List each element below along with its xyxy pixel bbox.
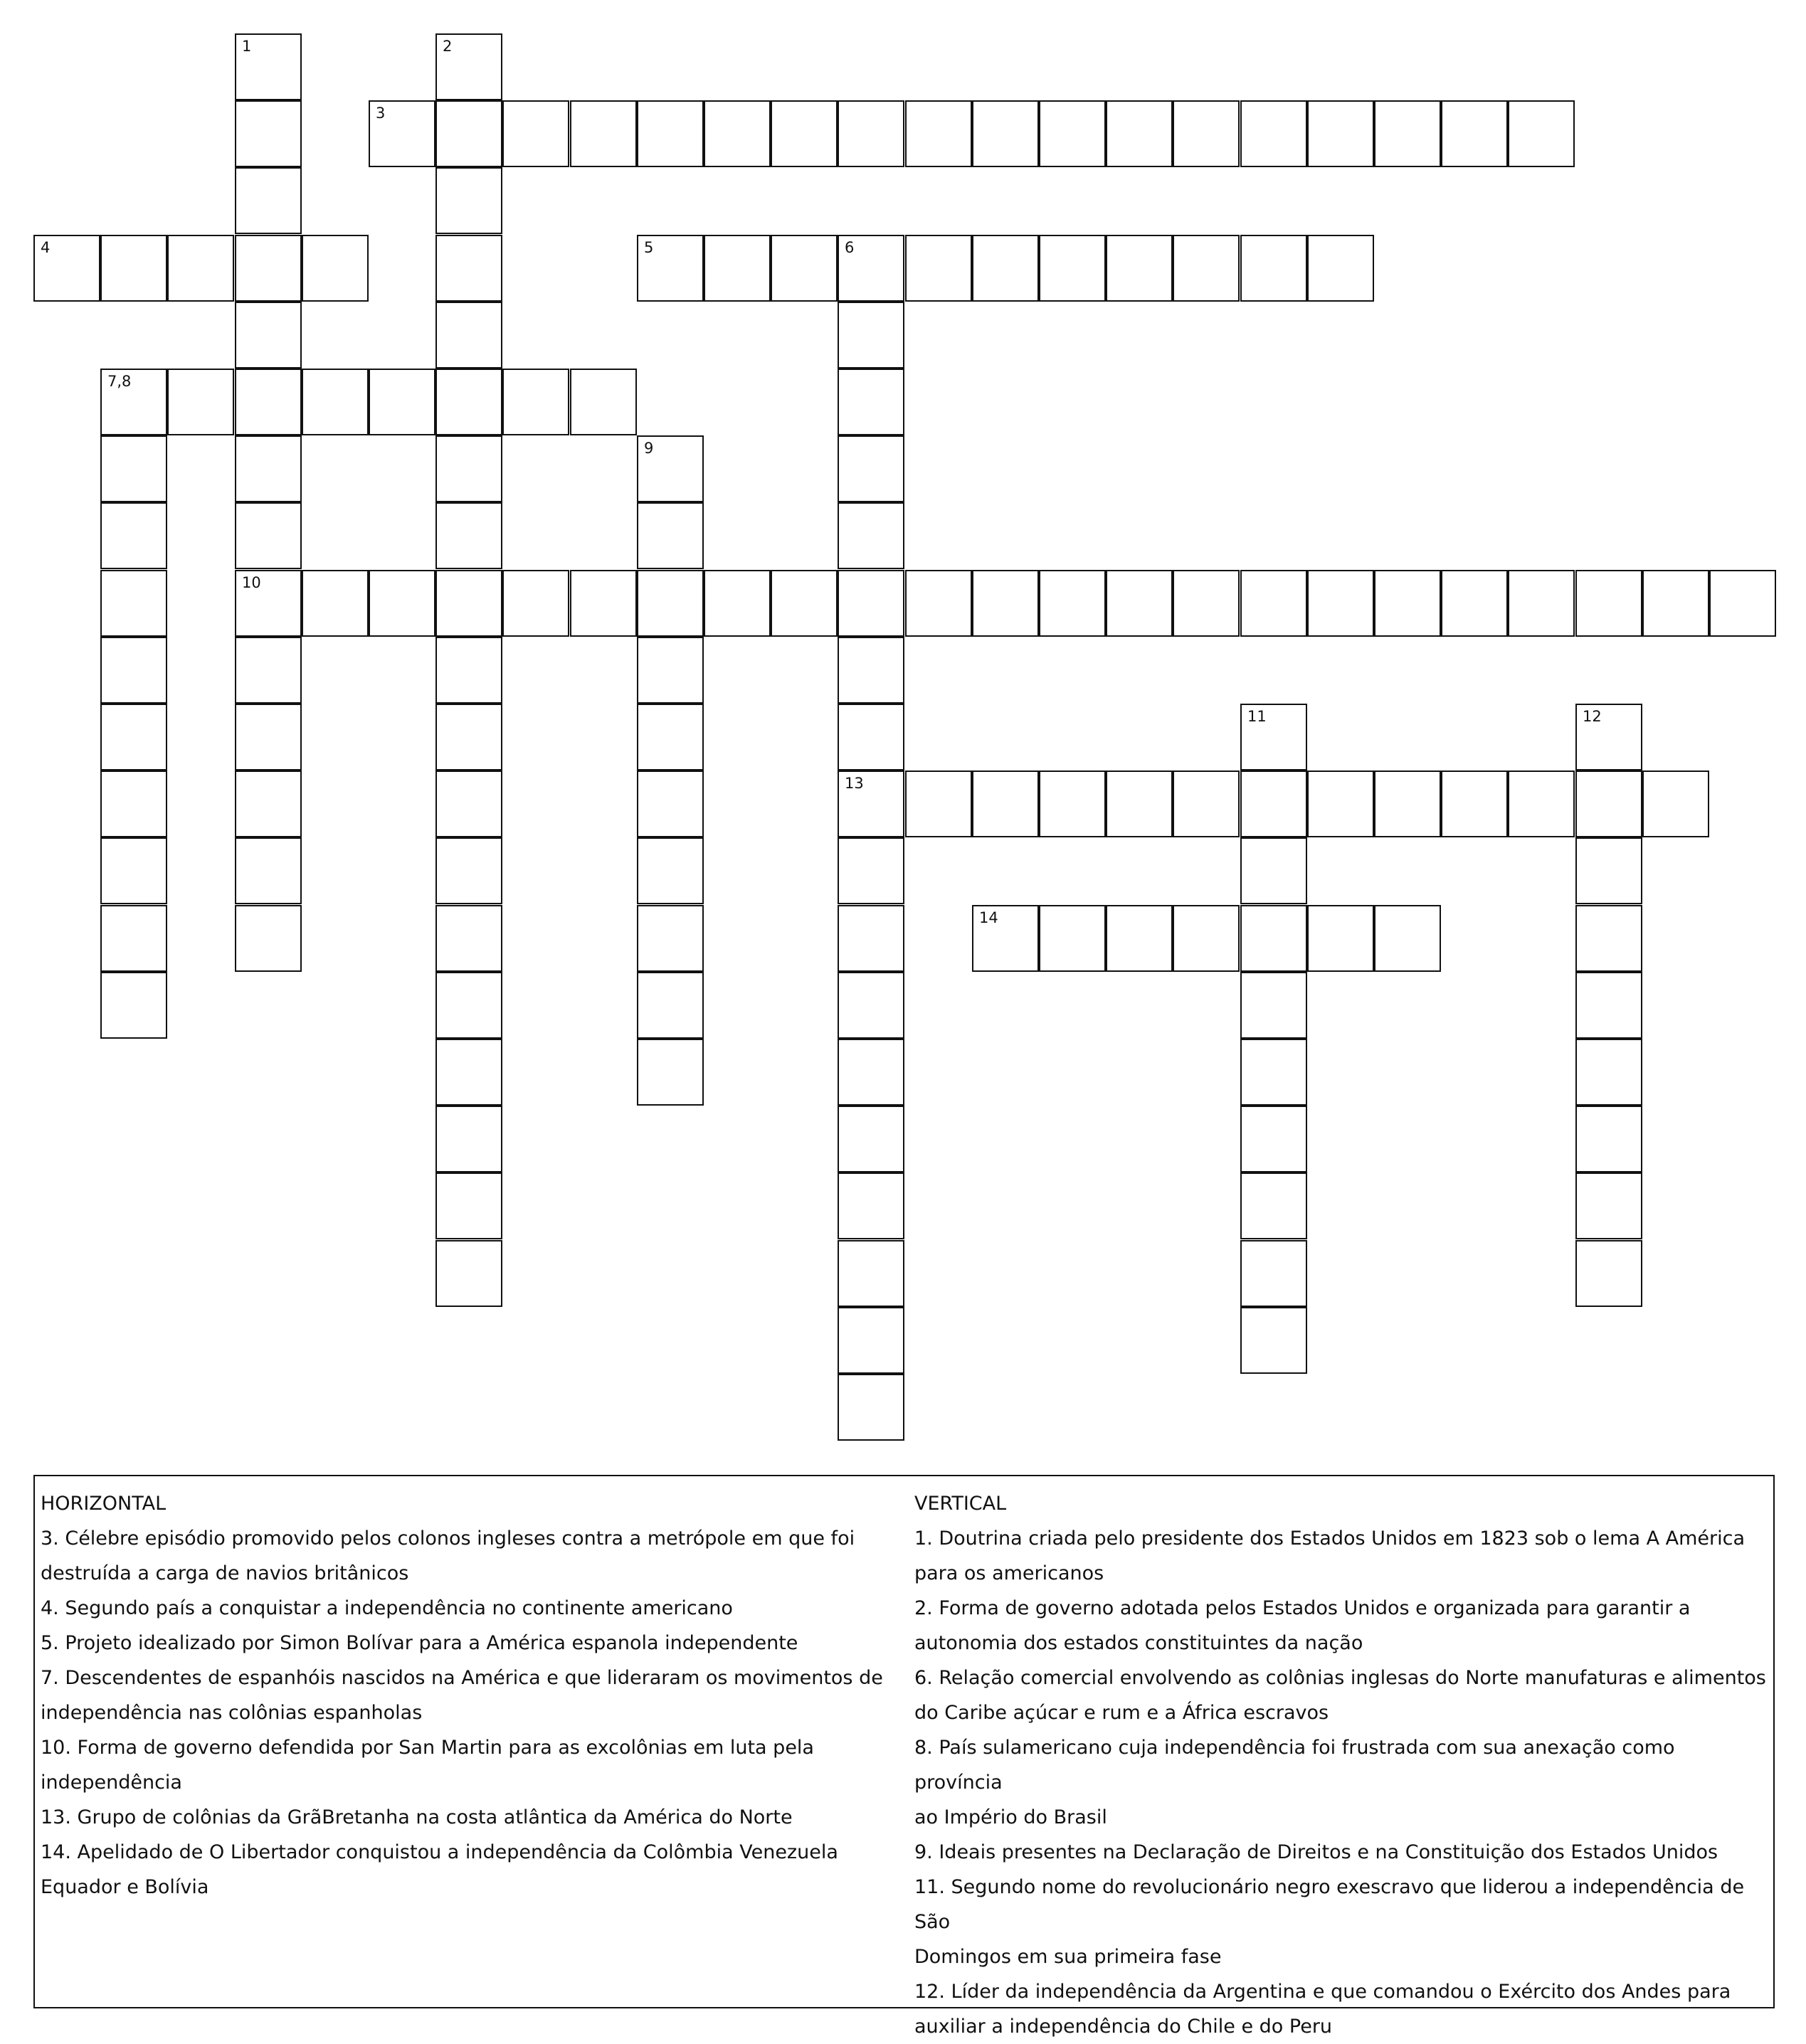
grid-cell[interactable] bbox=[771, 100, 838, 167]
grid-cell[interactable] bbox=[1173, 235, 1240, 302]
grid-cell[interactable] bbox=[637, 1039, 704, 1106]
clue-number: 5 bbox=[644, 239, 654, 256]
grid-cell[interactable] bbox=[100, 570, 167, 637]
grid-cell[interactable] bbox=[1575, 704, 1642, 771]
grid-cell[interactable] bbox=[905, 235, 972, 302]
clue-number: 1 bbox=[242, 38, 252, 55]
grid-cell[interactable] bbox=[972, 100, 1039, 167]
grid-cell[interactable] bbox=[838, 570, 904, 637]
grid-cell[interactable] bbox=[1240, 905, 1307, 972]
clue-number: 3 bbox=[376, 105, 386, 122]
clue-line: 14. Apelidado de O Libertador conquistou a independência da Colômbia Venezuela bbox=[41, 1841, 838, 1863]
grid-cell[interactable] bbox=[1575, 972, 1642, 1039]
grid-cell[interactable] bbox=[1709, 570, 1776, 637]
grid-cell[interactable] bbox=[502, 369, 569, 435]
grid-cell[interactable] bbox=[838, 1240, 904, 1307]
grid-cell[interactable] bbox=[435, 905, 502, 972]
grid-cell[interactable] bbox=[100, 637, 167, 704]
grid-cell[interactable] bbox=[838, 637, 904, 704]
grid-cell[interactable] bbox=[1240, 837, 1307, 904]
grid-cell[interactable] bbox=[435, 637, 502, 704]
grid-cell[interactable] bbox=[838, 1039, 904, 1106]
grid-cell[interactable] bbox=[637, 435, 704, 502]
grid-cell[interactable] bbox=[1441, 771, 1508, 837]
grid-cell[interactable] bbox=[302, 369, 369, 435]
clue-number: 11 bbox=[1247, 708, 1267, 725]
grid-cell[interactable] bbox=[235, 502, 302, 569]
grid-cell[interactable] bbox=[637, 570, 704, 637]
grid-cell[interactable] bbox=[100, 837, 167, 904]
grid-cell[interactable] bbox=[838, 972, 904, 1039]
grid-cell[interactable] bbox=[1374, 100, 1441, 167]
grid-cell[interactable] bbox=[100, 972, 167, 1039]
clue-line: Domingos em sua primeira fase bbox=[914, 1946, 1222, 1968]
grid-cell[interactable] bbox=[1106, 771, 1173, 837]
grid-cell[interactable] bbox=[435, 837, 502, 904]
grid-cell[interactable] bbox=[435, 1106, 502, 1172]
grid-cell[interactable] bbox=[838, 905, 904, 972]
grid-cell[interactable] bbox=[838, 100, 904, 167]
grid-cell[interactable] bbox=[435, 369, 502, 435]
clue-number: 2 bbox=[443, 38, 453, 55]
grid-cell[interactable] bbox=[905, 771, 972, 837]
grid-cell[interactable] bbox=[972, 771, 1039, 837]
grid-cell[interactable] bbox=[100, 771, 167, 837]
grid-cell[interactable] bbox=[1508, 100, 1575, 167]
grid-cell[interactable] bbox=[235, 704, 302, 771]
grid-cell[interactable] bbox=[1039, 100, 1106, 167]
grid-cell[interactable] bbox=[972, 905, 1039, 972]
grid-cell[interactable] bbox=[637, 837, 704, 904]
grid-cell[interactable] bbox=[100, 369, 167, 435]
grid-cell[interactable] bbox=[1575, 905, 1642, 972]
vertical-clues bbox=[914, 1486, 1768, 2044]
grid-cell[interactable] bbox=[1240, 570, 1307, 637]
clue-line: ao Império do Brasil bbox=[914, 1806, 1107, 1828]
grid-cell[interactable] bbox=[1240, 972, 1307, 1039]
clue-line: do Caribe açúcar e rum e a África escravos bbox=[914, 1702, 1329, 1724]
grid-cell[interactable] bbox=[100, 435, 167, 502]
grid-cell[interactable] bbox=[637, 235, 704, 302]
grid-cell[interactable] bbox=[235, 167, 302, 234]
grid-cell[interactable] bbox=[100, 905, 167, 972]
grid-cell[interactable] bbox=[570, 570, 637, 637]
grid-cell[interactable] bbox=[1642, 570, 1709, 637]
grid-cell[interactable] bbox=[167, 369, 234, 435]
grid-cell[interactable] bbox=[1039, 771, 1106, 837]
grid-cell[interactable] bbox=[235, 100, 302, 167]
grid-cell[interactable] bbox=[1575, 1240, 1642, 1307]
grid-cell[interactable] bbox=[235, 302, 302, 369]
clue-line: Equador e Bolívia bbox=[41, 1876, 209, 1898]
grid-cell[interactable] bbox=[905, 100, 972, 167]
grid-cell[interactable] bbox=[570, 100, 637, 167]
grid-cell[interactable] bbox=[435, 1240, 502, 1307]
grid-cell[interactable] bbox=[302, 235, 369, 302]
clue-line: 2. Forma de governo adotada pelos Estados Unidos e organizada para garantir a bbox=[914, 1597, 1691, 1619]
grid-cell[interactable] bbox=[704, 570, 771, 637]
grid-cell[interactable] bbox=[704, 100, 771, 167]
grid-cell[interactable] bbox=[235, 637, 302, 704]
grid-cell[interactable] bbox=[1307, 905, 1374, 972]
clue-line: independência bbox=[41, 1772, 182, 1794]
grid-cell[interactable] bbox=[1039, 235, 1106, 302]
grid-cell[interactable] bbox=[235, 905, 302, 972]
grid-cell[interactable] bbox=[1642, 771, 1709, 837]
clue-line: 6. Relação comercial envolvendo as colônias inglesas do Norte manufaturas e alimentos bbox=[914, 1667, 1766, 1689]
grid-cell[interactable] bbox=[435, 435, 502, 502]
grid-cell[interactable] bbox=[637, 771, 704, 837]
grid-cell[interactable] bbox=[838, 235, 904, 302]
clue-number: 4 bbox=[41, 239, 51, 256]
clue-line: 12. Líder da independência da Argentina e que comandou o Exército dos Andes para bbox=[914, 1981, 1731, 2003]
clue-line: 11. Segundo nome do revolucionário negro exescravo que liderou a independência de São bbox=[914, 1876, 1745, 1933]
grid-cell[interactable] bbox=[1575, 1039, 1642, 1106]
grid-cell[interactable] bbox=[1307, 771, 1374, 837]
clue-number: 13 bbox=[845, 775, 864, 792]
grid-cell[interactable] bbox=[1240, 1240, 1307, 1307]
grid-cell[interactable] bbox=[435, 302, 502, 369]
grid-cell[interactable] bbox=[235, 33, 302, 100]
grid-cell[interactable] bbox=[838, 369, 904, 435]
clue-line: 13. Grupo de colônias da GrãBretanha na costa atlântica da América do Norte bbox=[41, 1806, 793, 1828]
grid-cell[interactable] bbox=[302, 570, 369, 637]
grid-cell[interactable] bbox=[1575, 771, 1642, 837]
grid-cell[interactable] bbox=[435, 1039, 502, 1106]
grid-cell[interactable] bbox=[1039, 905, 1106, 972]
clue-box bbox=[33, 1475, 1775, 2038]
grid-cell[interactable] bbox=[838, 1374, 904, 1441]
grid-cell[interactable] bbox=[33, 235, 100, 302]
clue-line: 3. Célebre episódio promovido pelos colonos ingleses contra a metrópole em que foi bbox=[41, 1527, 855, 1550]
clue-line: 5. Projeto idealizado por Simon Bolívar para a América espanola independente bbox=[41, 1632, 798, 1654]
grid-cell[interactable] bbox=[1307, 100, 1374, 167]
clue-line: destruída a carga de navios britânicos bbox=[41, 1562, 409, 1584]
grid-cell[interactable] bbox=[369, 100, 435, 167]
vertical-heading: VERTICAL bbox=[914, 1493, 1007, 1515]
grid-cell[interactable] bbox=[235, 570, 302, 637]
grid-cell[interactable] bbox=[100, 502, 167, 569]
grid-cell[interactable] bbox=[235, 837, 302, 904]
grid-cell[interactable] bbox=[1106, 235, 1173, 302]
grid-cell[interactable] bbox=[838, 1106, 904, 1172]
grid-cell[interactable] bbox=[637, 100, 704, 167]
grid-cell[interactable] bbox=[1106, 905, 1173, 972]
grid-cell[interactable] bbox=[838, 1307, 904, 1374]
grid-cell[interactable] bbox=[704, 235, 771, 302]
grid-cell[interactable] bbox=[502, 100, 569, 167]
grid-cell[interactable] bbox=[1173, 905, 1240, 972]
clue-line: auxiliar a independência do Chile e do Peru bbox=[914, 2016, 1333, 2038]
clue-number: 6 bbox=[845, 239, 855, 256]
grid-cell[interactable] bbox=[235, 235, 302, 302]
grid-cell[interactable] bbox=[1575, 570, 1642, 637]
clue-number: 12 bbox=[1583, 708, 1602, 725]
grid-cell[interactable] bbox=[235, 771, 302, 837]
clue-line: autonomia dos estados constituintes da nação bbox=[914, 1632, 1363, 1654]
grid-cell[interactable] bbox=[100, 704, 167, 771]
clue-number: 14 bbox=[979, 909, 998, 926]
grid-cell[interactable] bbox=[1575, 837, 1642, 904]
grid-cell[interactable] bbox=[1307, 570, 1374, 637]
grid-cell[interactable] bbox=[369, 570, 435, 637]
clue-line: independência nas colônias espanholas bbox=[41, 1702, 423, 1724]
grid-cell[interactable] bbox=[435, 167, 502, 234]
grid-cell[interactable] bbox=[771, 570, 838, 637]
grid-cell[interactable] bbox=[1374, 905, 1441, 972]
grid-cell[interactable] bbox=[435, 972, 502, 1039]
grid-cell[interactable] bbox=[1240, 1039, 1307, 1106]
grid-cell[interactable] bbox=[235, 435, 302, 502]
grid-cell[interactable] bbox=[838, 302, 904, 369]
clue-line: para os americanos bbox=[914, 1562, 1104, 1584]
grid-cell[interactable] bbox=[167, 235, 234, 302]
clue-line: 1. Doutrina criada pelo presidente dos Estados Unidos em 1823 sob o lema A América bbox=[914, 1527, 1745, 1550]
grid-cell[interactable] bbox=[1240, 771, 1307, 837]
grid-cell[interactable] bbox=[838, 837, 904, 904]
clue-line: 9. Ideais presentes na Declaração de Direitos e na Constituição dos Estados Unidos bbox=[914, 1841, 1718, 1863]
grid-cell[interactable] bbox=[838, 1172, 904, 1239]
grid-cell[interactable] bbox=[502, 570, 569, 637]
clue-line: 10. Forma de governo defendida por San Martin para as excolônias em luta pela bbox=[41, 1737, 814, 1759]
grid-cell[interactable] bbox=[435, 704, 502, 771]
grid-cell[interactable] bbox=[1240, 235, 1307, 302]
grid-cell[interactable] bbox=[838, 704, 904, 771]
horizontal-clues bbox=[41, 1486, 902, 1905]
grid-cell[interactable] bbox=[435, 100, 502, 167]
grid-cell[interactable] bbox=[838, 502, 904, 569]
clue-number: 7,8 bbox=[107, 373, 132, 390]
clue-number: 10 bbox=[242, 574, 261, 591]
grid-cell[interactable] bbox=[1240, 1172, 1307, 1239]
grid-cell[interactable] bbox=[1173, 100, 1240, 167]
grid-cell[interactable] bbox=[637, 704, 704, 771]
grid-cell[interactable] bbox=[1441, 100, 1508, 167]
grid-cell[interactable] bbox=[1374, 771, 1441, 837]
grid-cell[interactable] bbox=[235, 369, 302, 435]
clue-number: 9 bbox=[644, 440, 654, 457]
grid-cell[interactable] bbox=[1575, 1172, 1642, 1239]
grid-cell[interactable] bbox=[435, 570, 502, 637]
grid-cell[interactable] bbox=[771, 235, 838, 302]
clue-line: 7. Descendentes de espanhóis nascidos na América e que lideraram os movimentos de bbox=[41, 1667, 883, 1689]
grid-cell[interactable] bbox=[369, 369, 435, 435]
grid-cell[interactable] bbox=[1173, 570, 1240, 637]
grid-cell[interactable] bbox=[1240, 1106, 1307, 1172]
grid-cell[interactable] bbox=[838, 435, 904, 502]
grid-cell[interactable] bbox=[1106, 570, 1173, 637]
grid-cell[interactable] bbox=[905, 570, 972, 637]
clue-line: 4. Segundo país a conquistar a independência no continente americano bbox=[41, 1597, 733, 1619]
grid-cell[interactable] bbox=[435, 502, 502, 569]
grid-cell[interactable] bbox=[1240, 704, 1307, 771]
grid-cell[interactable] bbox=[1240, 1307, 1307, 1374]
grid-cell[interactable] bbox=[1508, 570, 1575, 637]
grid-cell[interactable] bbox=[1106, 100, 1173, 167]
grid-cell[interactable] bbox=[1575, 1106, 1642, 1172]
clue-line: 8. País sulamericano cuja independência foi frustrada com sua anexação como província bbox=[914, 1737, 1675, 1794]
grid-cell[interactable] bbox=[435, 235, 502, 302]
grid-cell[interactable] bbox=[1441, 570, 1508, 637]
grid-cell[interactable] bbox=[1307, 235, 1374, 302]
grid-cell[interactable] bbox=[1240, 100, 1307, 167]
grid-cell[interactable] bbox=[972, 570, 1039, 637]
grid-cell[interactable] bbox=[1173, 771, 1240, 837]
horizontal-heading: HORIZONTAL bbox=[41, 1493, 167, 1515]
grid-cell[interactable] bbox=[637, 972, 704, 1039]
grid-cell[interactable] bbox=[1508, 771, 1575, 837]
grid-cell[interactable] bbox=[570, 369, 637, 435]
grid-cell[interactable] bbox=[1374, 570, 1441, 637]
grid-cell[interactable] bbox=[100, 235, 167, 302]
grid-cell[interactable] bbox=[1039, 570, 1106, 637]
grid-cell[interactable] bbox=[435, 771, 502, 837]
grid-cell[interactable] bbox=[637, 905, 704, 972]
grid-cell[interactable] bbox=[435, 1172, 502, 1239]
grid-cell[interactable] bbox=[838, 771, 904, 837]
grid-cell[interactable] bbox=[637, 637, 704, 704]
grid-cell[interactable] bbox=[435, 33, 502, 100]
grid-cell[interactable] bbox=[637, 502, 704, 569]
grid-cell[interactable] bbox=[972, 235, 1039, 302]
